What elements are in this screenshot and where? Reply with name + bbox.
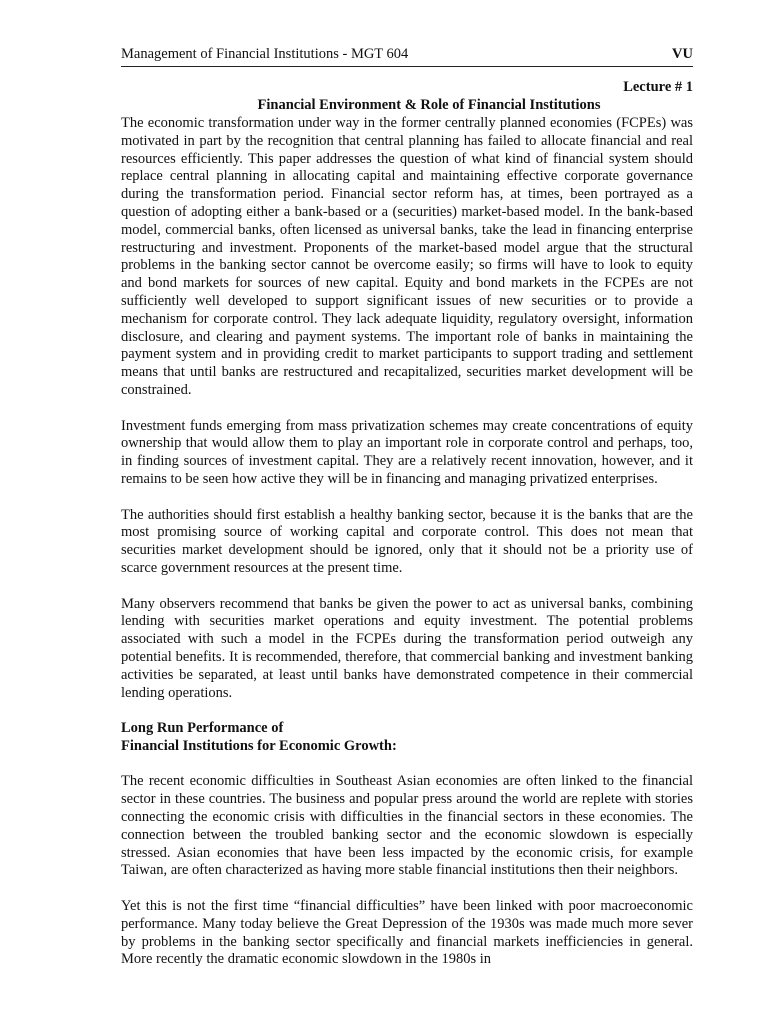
lecture-number: Lecture # 1 [623, 79, 693, 95]
document-body [121, 115, 693, 987]
section-heading-line: Financial Institutions for Economic Growth: [121, 737, 397, 754]
paragraph: The recent economic difficulties in Southeast Asian economies are often linked to the financial sector in these countries. The business and popular press around the world are replete with stories connecting the economic crisis with difficulties in the financial sectors in these economies. The connection between the troubled banking sector and the economic slowdown is especially stressed. Asian economies that have been less impacted by the economic crisis, for example Taiwan, are often characterized as having more stable financial institutions then their neighbors. [121, 773, 693, 879]
section-heading [121, 720, 693, 756]
document-title: Financial Environment & Role of Financial Institutions [257, 97, 601, 113]
section-heading-line: Long Run Performance of [121, 720, 284, 737]
paragraph: The economic transformation under way in the former centrally planned economies (FCPEs) was motivated in part by the recognition that central planning has failed to allocate financial and real resources efficiently. This paper addresses the question of what kind of financial system should replace central planning in allocating capital and maintaining effective corporate governance during the transformation period. Financial sector reform has, at times, been portrayed as a question of adopting either a bank-based or a (securities) market-based model. In the bank-based model, commercial banks, often licensed as universal banks, take the lead in financing enterprise restructuring and investment. Proponents of the market-based model argue that the structural problems in the banking sector cannot be overcome easily; so firms will have to look to equity and bond markets for sources of new capital. Equity and bond markets in the FCPEs are not sufficiently well developed to support significant issues of new securities or to provide a mechanism for corporate control. They lack adequate liquidity, regulatory oversight, information disclosure, and clearing and payment systems. The important role of banks in maintaining the payment system and in providing credit to market participants to support trading and settlement means that until banks are restructured and recapitalized, securities market development will be constrained. [121, 115, 693, 398]
paragraph: Many observers recommend that banks be given the power to act as universal banks, combining lending with securities market operations and equity investment. The potential problems associated with such a model in the FCPEs during the transformation period outweigh any potential benefits. It is recommended, therefore, that commercial banking and investment banking activities be separated, at least until banks have demonstrated competence in their commercial lending operations. [121, 595, 693, 701]
course-title: Management of Financial Institutions - MGT 604 [121, 46, 409, 62]
page-header [121, 44, 693, 67]
paragraph: Investment funds emerging from mass privatization schemes may create concentrations of equity ownership that would allow them to play an important role in corporate control and perhaps, too, in finding sources of investment capital. They are a relatively recent innovation, however, and it remains to be seen how active they will be in financing and managing privatized enterprises. [121, 417, 693, 487]
org-label: VU [672, 46, 693, 62]
paragraph: Yet this is not the first time “financial difficulties” have been linked with poor macroeconomic performance. Many today believe the Great Depression of the 1930s was made much more sever by problems in the banking sector specifically and financial markets inefficiencies in general. More recently the dramatic economic slowdown in the 1980s in [121, 898, 693, 968]
paragraph: The authorities should first establish a healthy banking sector, because it is the banks that are the most promising source of working capital and corporate control. This does not mean that securities market development should be ignored, only that it should not be a priority use of scarce government resources at the present time. [121, 506, 693, 576]
